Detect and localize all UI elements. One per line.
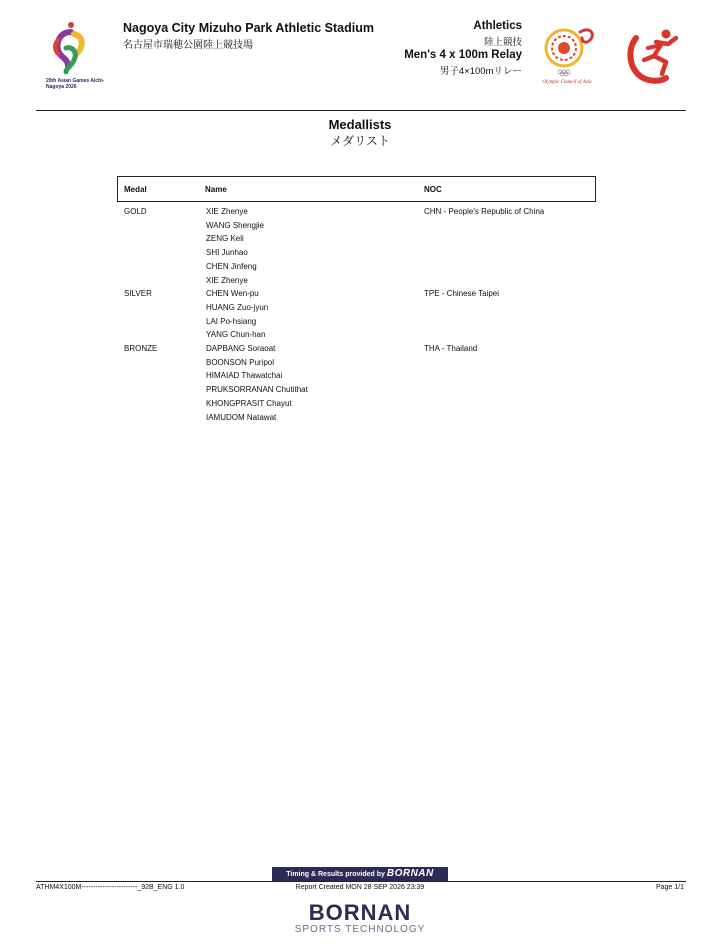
athlete-name-cell: CHEN Jinfeng xyxy=(206,261,257,271)
games-emblem-icon xyxy=(44,18,114,78)
table-header xyxy=(117,176,596,202)
medal-cell: SILVER xyxy=(124,289,152,299)
column-header-medal: Medal xyxy=(124,185,147,194)
noc-cell: THA - Thailand xyxy=(424,344,478,353)
athlete-name-cell: YANG Chun-han xyxy=(206,330,266,340)
event-name-jp: 男子4×100mリレー xyxy=(439,66,522,77)
athlete-name-cell: HUANG Zuo-jyun xyxy=(206,302,269,312)
oca-sun-icon xyxy=(536,22,598,80)
oca-logo xyxy=(536,22,598,88)
page-title: Medallists xyxy=(328,117,392,132)
games-logo xyxy=(44,18,114,92)
venue-name: Nagoya City Mizuho Park Athletic Stadium xyxy=(123,21,374,35)
page-title-jp: メダリスト xyxy=(330,134,390,148)
event-name: Men's 4 x 100m Relay xyxy=(404,49,522,61)
header-divider xyxy=(36,110,686,111)
medal-cell: GOLD xyxy=(124,207,147,216)
athlete-name-cell: CHEN Wen-pu xyxy=(206,289,259,299)
athlete-name-cell: SHI Junhao xyxy=(206,248,248,258)
sport-name-jp: 陸上競技 xyxy=(483,37,522,48)
medal-cell: BRONZE xyxy=(124,344,158,353)
athlete-name-cell: KHONGPRASIT Chayut xyxy=(206,398,292,408)
timing-banner-brand: BORNAN xyxy=(386,868,434,879)
timing-banner xyxy=(272,867,448,881)
athlete-name-cell: PRUKSORRANAN Chutithat xyxy=(206,385,308,395)
column-header-name: Name xyxy=(205,185,227,194)
footer-divider xyxy=(36,881,686,882)
oca-caption: Olympic Council of Asia xyxy=(542,80,592,85)
athlete-name-cell: XIE Zhenye xyxy=(206,275,248,285)
bornan-logo-tagline: SPORTS TECHNOLOGY xyxy=(294,924,426,935)
report-code: ATHM4X100M------------------------_92B_ENG 1.0 xyxy=(36,884,185,891)
athlete-name-cell: ZENG Keli xyxy=(206,234,244,244)
venue-name-jp: 名古屋市瑞穂公園陸上競技場 xyxy=(123,40,253,51)
bornan-logo xyxy=(0,902,720,935)
athlete-name-cell: DAPBANG Soraoat xyxy=(206,344,276,353)
report-created: Report Created MON 28 SEP 2026 23:39 xyxy=(295,884,425,891)
athlete-name-cell: HIMAIAD Thawatchai xyxy=(206,371,283,381)
sport-name: Athletics xyxy=(473,20,522,32)
athletics-pictogram xyxy=(626,24,682,84)
runner-icon xyxy=(626,24,682,84)
athlete-name-cell: IAMUDOM Natawat xyxy=(206,412,277,422)
timing-banner-text: Timing & Results provided by xyxy=(286,871,385,878)
games-logo-caption: 20th Asian Games Aichi-Nagoya 2026 xyxy=(46,78,105,90)
page-number: Page 1/1 xyxy=(655,884,684,891)
athlete-name-cell: BOONSON Puripol xyxy=(206,357,275,367)
noc-cell: CHN - People's Republic of China xyxy=(424,207,545,216)
noc-cell: TPE - Chinese Taipei xyxy=(424,289,499,299)
athlete-name-cell: XIE Zhenye xyxy=(206,207,248,216)
column-header-noc: NOC xyxy=(424,185,442,194)
athlete-name-cell: LAI Po-hsiang xyxy=(206,316,257,326)
bornan-logo-word: BORNAN xyxy=(308,900,412,925)
athlete-name-cell: WANG Shengjie xyxy=(206,220,264,230)
